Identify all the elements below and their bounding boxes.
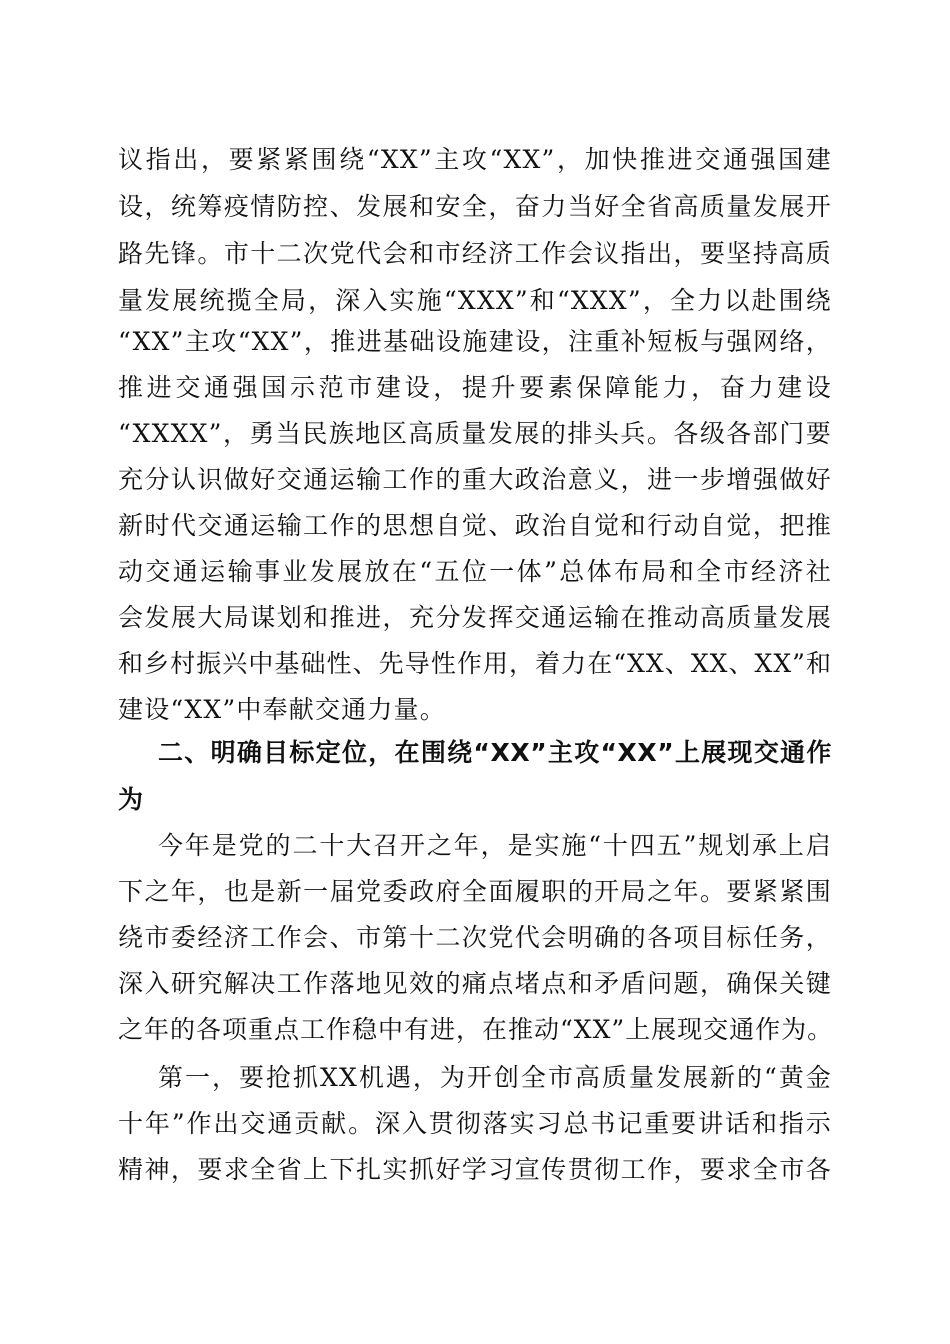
paragraph-2-line-1: 今年是党的二十大召开之年，是实施“十四五”规划承上启 — [158, 831, 832, 860]
paragraph-1-line-5: “XX”主攻“XX”，推进基础设施建设，注重补短板与强网络， — [118, 327, 832, 356]
paragraph-3-line-1: 第一，要抢抓XX机遇，为开创全市高质量发展新的“黄金 — [158, 1063, 832, 1092]
paragraph-1-line-3: 路先锋。市十二次党代会和市经济工作会议指出，要坚持高质 — [118, 239, 832, 268]
paragraph-1-line-12: 和乡村振兴中基础性、先导性作用，着力在“XX、XX、XX”和 — [118, 649, 832, 678]
section-heading-line-2: 为 — [118, 785, 144, 814]
paragraph-1-line-6: 推进交通强国示范市建设，提升要素保障能力，奋力建设 — [118, 373, 832, 402]
paragraph-1-line-9: 新时代交通运输工作的思想自觉、政治自觉和行动自觉，把推 — [118, 511, 832, 540]
paragraph-2-line-4: 深入研究解决工作落地见效的痛点堵点和矛盾问题，确保关键 — [118, 969, 832, 998]
paragraph-1-line-13: 建设“XX”中奉献交通力量。 — [118, 695, 446, 724]
section-heading-line-1: 二、明确目标定位，在围绕“XX”主攻“XX”上展现交通作 — [158, 738, 832, 767]
paragraph-1-line-2: 设，统筹疫情防控、发展和安全，奋力当好全省高质量发展开 — [118, 192, 832, 221]
paragraph-1-line-7: “XXXX”，勇当民族地区高质量发展的排头兵。各级各部门要 — [118, 419, 832, 448]
paragraph-2-line-2: 下之年，也是新一届党委政府全面履职的开局之年。要紧紧围 — [118, 877, 832, 906]
paragraph-1-line-10: 动交通运输事业发展放在“五位一体”总体布局和全市经济社 — [118, 557, 832, 586]
paragraph-3-line-2: 十年”作出交通贡献。深入贯彻落实习总书记重要讲话和指示 — [118, 1109, 832, 1138]
paragraph-1-line-11: 会发展大局谋划和推进，充分发挥交通运输在推动高质量发展 — [118, 603, 832, 632]
paragraph-1-line-8: 充分认识做好交通运输工作的重大政治意义，进一步增强做好 — [118, 465, 832, 494]
paragraph-2-line-5: 之年的各项重点工作稳中有进，在推动“XX”上展现交通作为。 — [118, 1015, 834, 1044]
paragraph-1-line-4: 量发展统揽全局，深入实施“XXX”和“XXX”，全力以赴围绕 — [118, 286, 832, 315]
paragraph-3-line-3: 精神，要求全省上下扎实抓好学习宣传贯彻工作，要求全市各 — [118, 1155, 832, 1184]
paragraph-2-line-3: 绕市委经济工作会、市第十二次党代会明确的各项目标任务， — [118, 923, 832, 952]
paragraph-1-line-1: 议指出，要紧紧围绕“XX”主攻“XX”，加快推进交通强国建 — [118, 145, 832, 174]
